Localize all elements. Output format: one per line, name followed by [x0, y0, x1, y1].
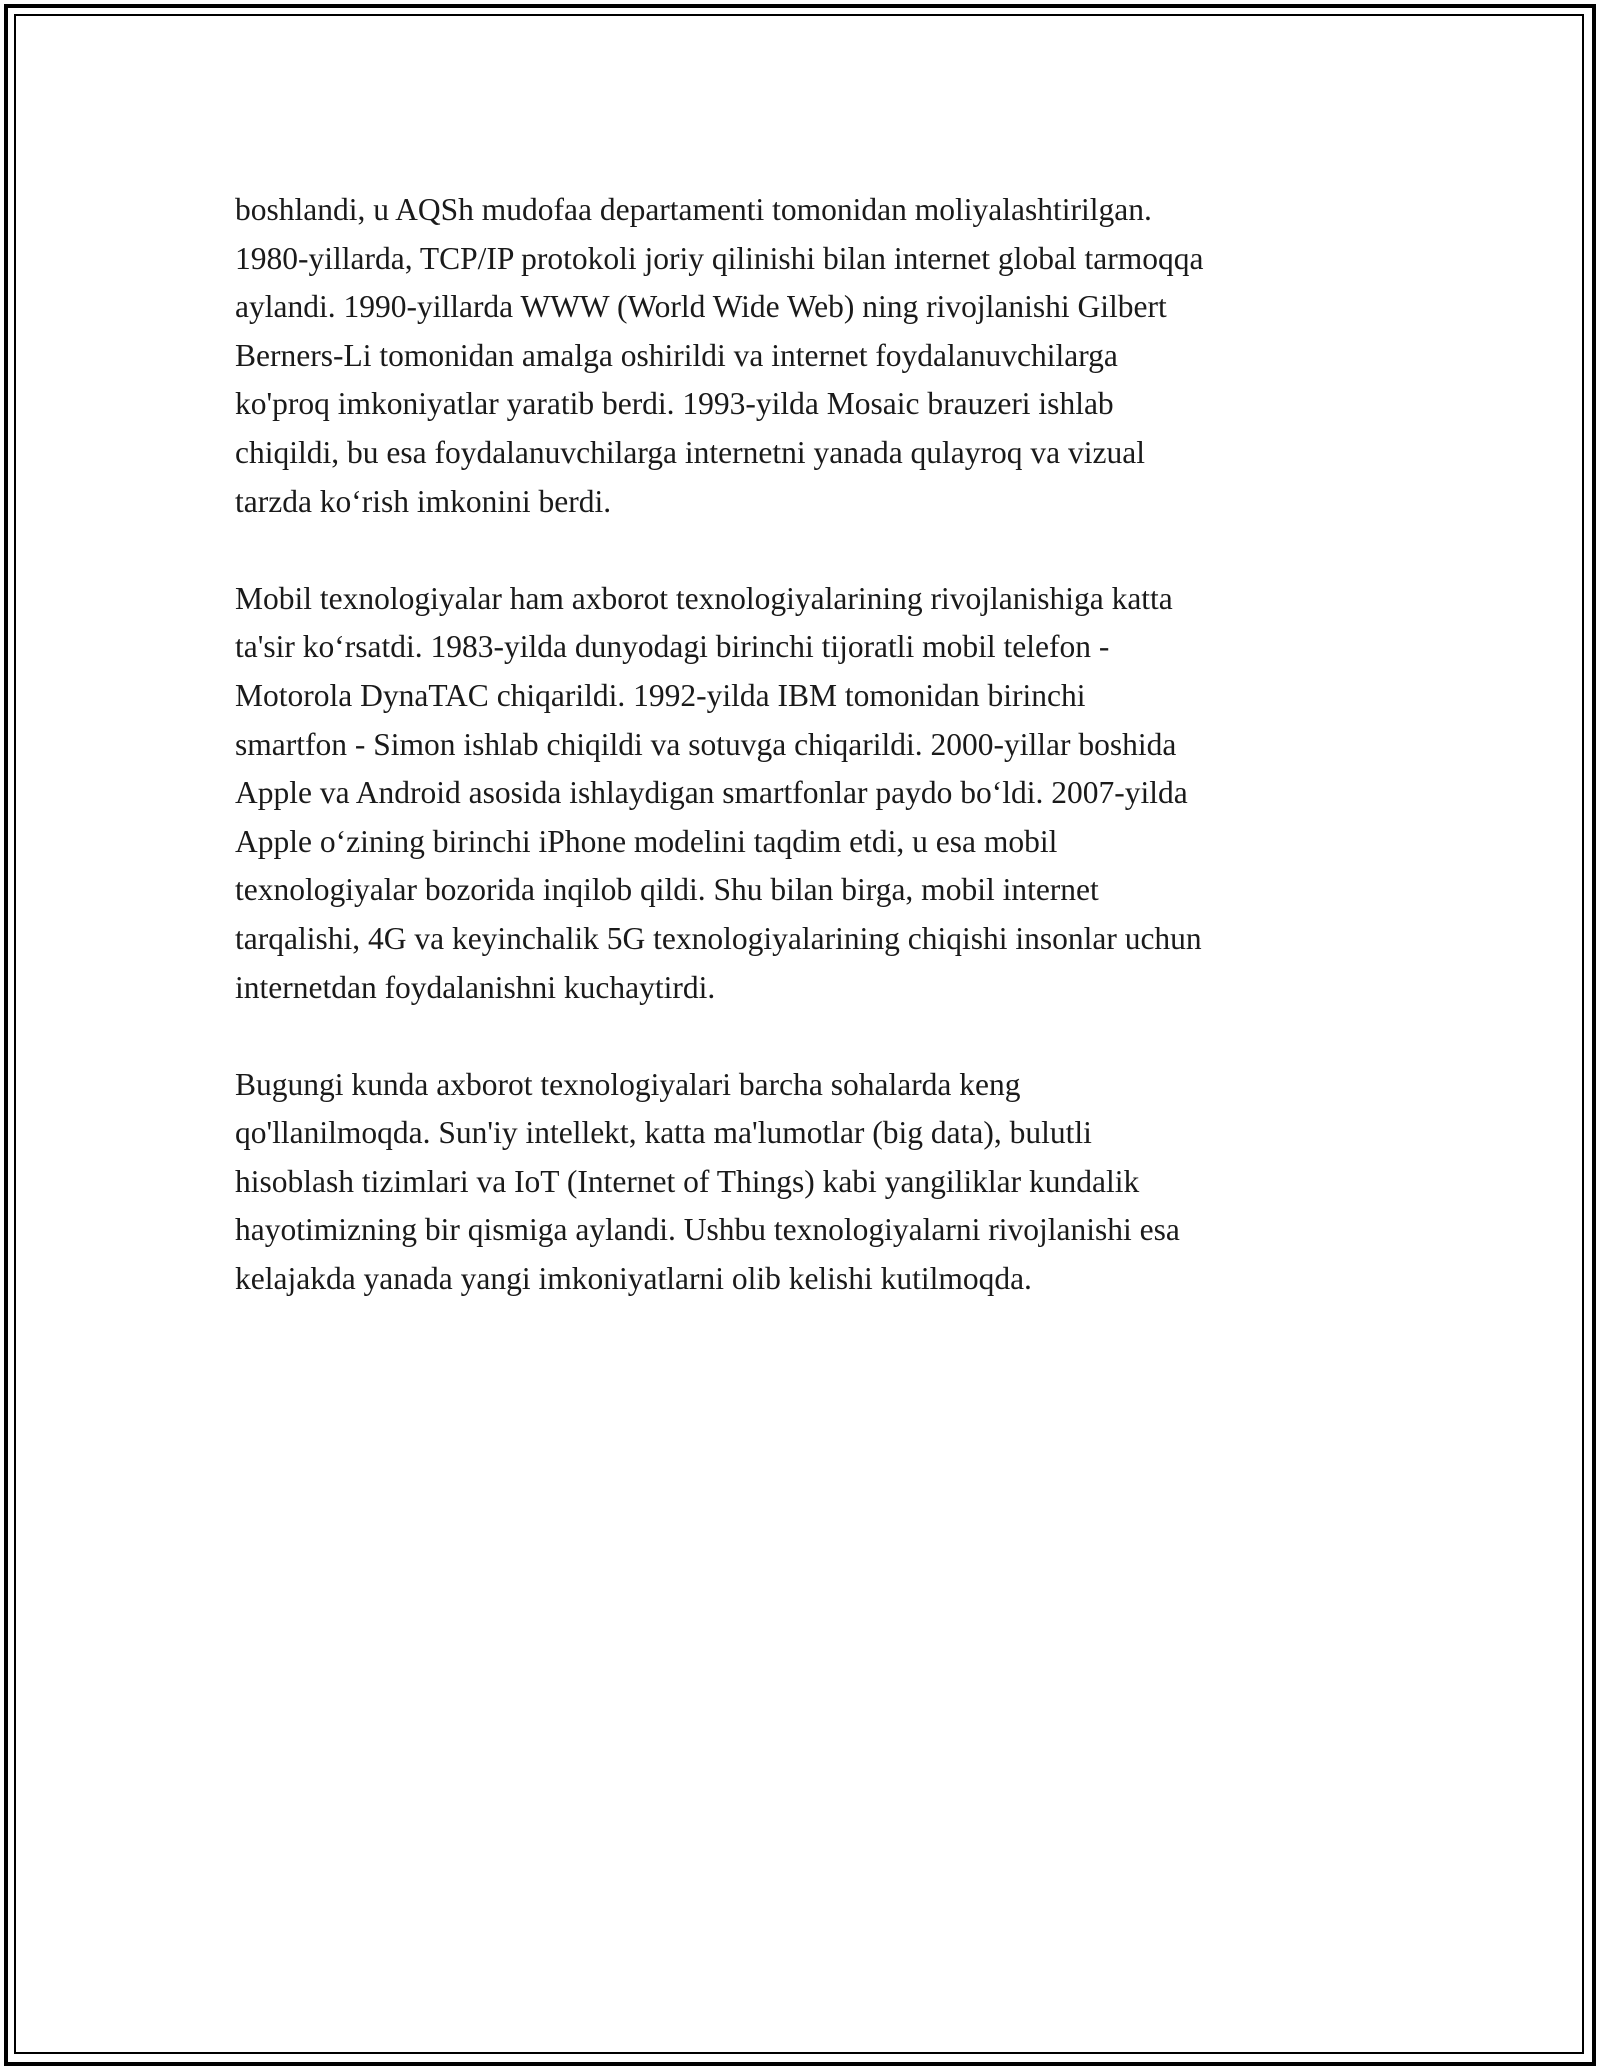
text-line: texnologiyalar bozorida inqilob qildi. Shu bilan birga, mobil internet [235, 872, 1099, 908]
text-line: chiqildi, bu esa foydalanuvchilarga internetni yanada qulayroq va vizual [235, 434, 1145, 470]
text-line: tarzda koʻrish imkonini berdi. [235, 483, 612, 519]
text-line: 1980-yillarda, TCP/IP protokoli joriy qilinishi bilan internet global tarmoqqa [235, 240, 1204, 276]
text-line: qo'llanilmoqda. Sun'iy intellekt, katta ma'lumotlar (big data), bulutli [235, 1115, 1092, 1151]
text-line: tarqalishi, 4G va keyinchalik 5G texnologiyalarining chiqishi insonlar uchun [235, 920, 1202, 956]
text-line: Motorola DynaTAC chiqarildi. 1992-yilda IBM tomonidan birinchi [235, 677, 1086, 713]
paragraph-3 [235, 1061, 1375, 1304]
text-line: Apple oʻzining birinchi iPhone modelini taqdim etdi, u esa mobil [235, 823, 1058, 859]
text-line: ko'proq imkoniyatlar yaratib berdi. 1993-yilda Mosaic brauzeri ishlab [235, 386, 1114, 422]
text-line: kelajakda yanada yangi imkoniyatlarni olib kelishi kutilmoqda. [235, 1261, 1032, 1297]
document-body [235, 186, 1375, 1304]
paragraph-1 [235, 186, 1375, 526]
text-line: Bugungi kunda axborot texnologiyalari barcha sohalarda keng [235, 1066, 1021, 1102]
text-line: Apple va Android asosida ishlaydigan smartfonlar paydo boʻldi. 2007-yilda [235, 775, 1188, 811]
text-line: hayotimizning bir qismiga aylandi. Ushbu texnologiyalarni rivojlanishi esa [235, 1212, 1180, 1248]
text-line: smartfon - Simon ishlab chiqildi va sotuvga chiqarildi. 2000-yillar boshida [235, 726, 1177, 762]
text-line: Mobil texnologiyalar ham axborot texnologiyalarining rivojlanishiga katta [235, 580, 1173, 616]
text-line: ta'sir koʻrsatdi. 1983-yilda dunyodagi birinchi tijoratli mobil telefon - [235, 629, 1110, 665]
text-line: hisoblash tizimlari va IoT (Internet of Things) kabi yangiliklar kundalik [235, 1163, 1140, 1199]
text-line: internetdan foydalanishni kuchaytirdi. [235, 969, 716, 1005]
text-line: Berners-Li tomonidan amalga oshirildi va internet foydalanuvchilarga [235, 337, 1118, 373]
paragraph-2 [235, 575, 1375, 1012]
text-line: boshlandi, u AQSh mudofaa departamenti tomonidan moliyalashtirilgan. [235, 192, 1152, 227]
text-line: aylandi. 1990-yillarda WWW (World Wide Web) ning rivojlanishi Gilbert [235, 289, 1167, 325]
